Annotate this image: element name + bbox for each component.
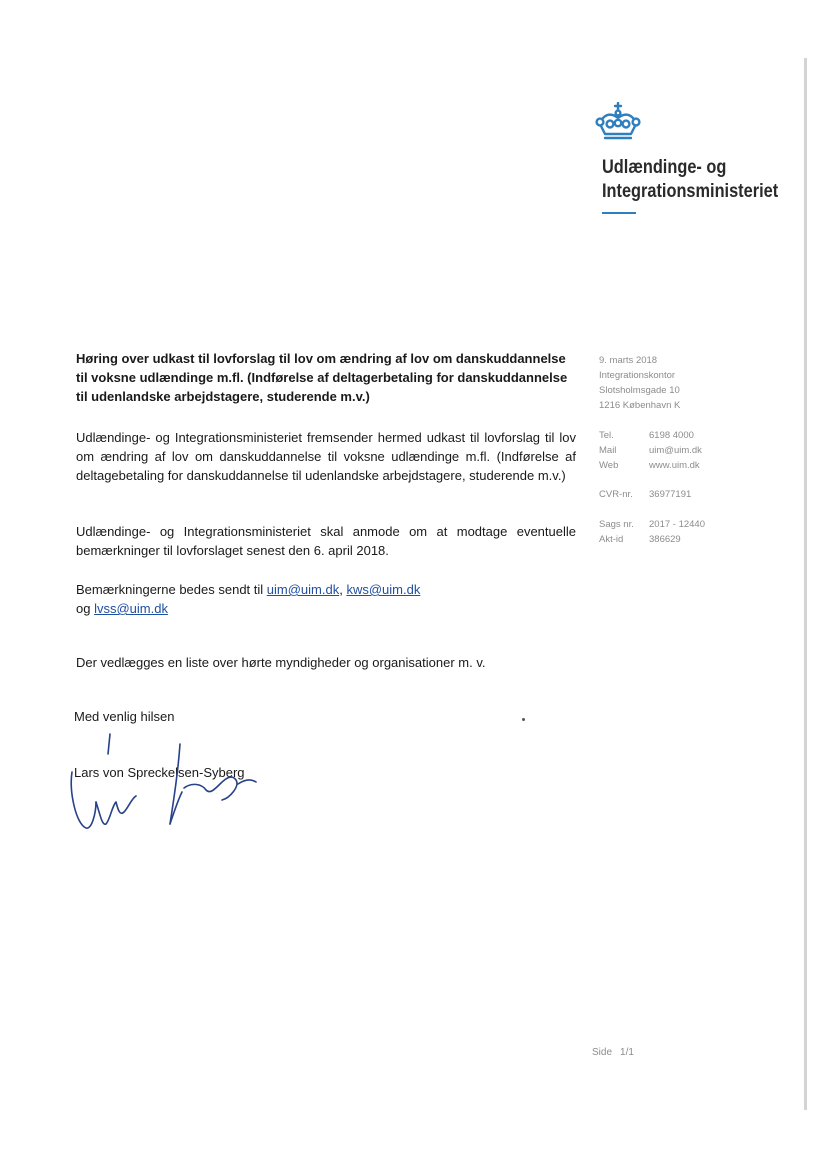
cvr-value: 36977191 — [649, 489, 692, 500]
email-link-lvss[interactable]: lvss@uim.dk — [94, 601, 168, 616]
ministry-name-line1: Udlændinge- og — [602, 157, 727, 178]
paragraph-deadline: Udlændinge- og Integrationsministeriet skal anmode om at modtage eventuelle bemærkninger til lovforslaget senest den 6. april 2018. — [76, 524, 576, 558]
sags-label: Sags nr. — [599, 519, 634, 530]
email-link-kws[interactable]: kws@uim.dk — [346, 582, 421, 597]
letter-date: 9. marts 2018 — [599, 355, 658, 366]
ministry-name — [602, 156, 778, 204]
page-number — [592, 1047, 634, 1058]
case-block — [599, 517, 705, 547]
ministry-name-line2: Integrationsministeriet — [602, 181, 779, 202]
contact-block — [599, 428, 702, 473]
handwritten-signature — [66, 732, 266, 832]
sender-address-block — [599, 353, 680, 413]
akt-value: 386629 — [649, 534, 681, 545]
subject-line: til udenlandske arbejdstagere, studerende m.v.) — [76, 389, 370, 404]
tel-value: 6198 4000 — [649, 430, 694, 441]
scan-speck — [522, 718, 525, 721]
sags-value: 2017 - 12440 — [649, 519, 705, 530]
greeting: Med venlig hilsen — [74, 709, 175, 724]
office-name: Integrationskontor — [599, 370, 676, 381]
page-edge-shadow — [804, 58, 807, 1110]
cvr-label: CVR-nr. — [599, 489, 633, 500]
subject-line: til voksne udlændinge m.fl. (Indførelse af deltagerbetaling for danskuddannelse — [76, 370, 568, 385]
contacts-og: og — [76, 601, 95, 616]
mail-label: Mail — [599, 445, 617, 456]
contacts-prefix: Bemærkningerne bedes sendt til — [76, 582, 267, 597]
web-value: www.uim.dk — [649, 460, 700, 471]
mail-value: uim@uim.dk — [649, 445, 702, 456]
logo-underline — [602, 212, 636, 214]
contacts-comma: , — [339, 582, 347, 597]
page-value: 1/1 — [620, 1047, 634, 1058]
letter-subject — [76, 349, 572, 406]
paragraph-attachment: Der vedlægges en liste over hørte myndigheder og organisationer m. v. — [76, 655, 486, 670]
subject-line: Høring over udkast til lovforslag til lov om ændring af lov om danskuddannelse — [76, 351, 566, 366]
cvr-block — [599, 487, 691, 502]
tel-label: Tel. — [599, 430, 614, 441]
signer-name: Lars von Spreckelsen-Syberg — [74, 765, 245, 780]
akt-label: Akt-id — [599, 534, 624, 545]
street-address: Slotsholmsgade 10 — [599, 385, 680, 396]
web-label: Web — [599, 460, 619, 471]
city-address: 1216 København K — [599, 400, 681, 411]
crown-logo-icon — [594, 102, 642, 142]
page-label: Side — [592, 1047, 613, 1058]
email-link-uim[interactable]: uim@uim.dk — [266, 582, 340, 597]
paragraph-contacts — [76, 580, 576, 618]
paragraph-intro: Udlændinge- og Integrationsministeriet fremsender hermed udkast til lovforslag til lov om ændring af lov om danskuddannelse til voksne udlændinge m.fl. (Indførelse af deltagebetaling for danskuddannelse til udenlandske arbejdstagere, studerende m.v.) — [76, 430, 576, 483]
